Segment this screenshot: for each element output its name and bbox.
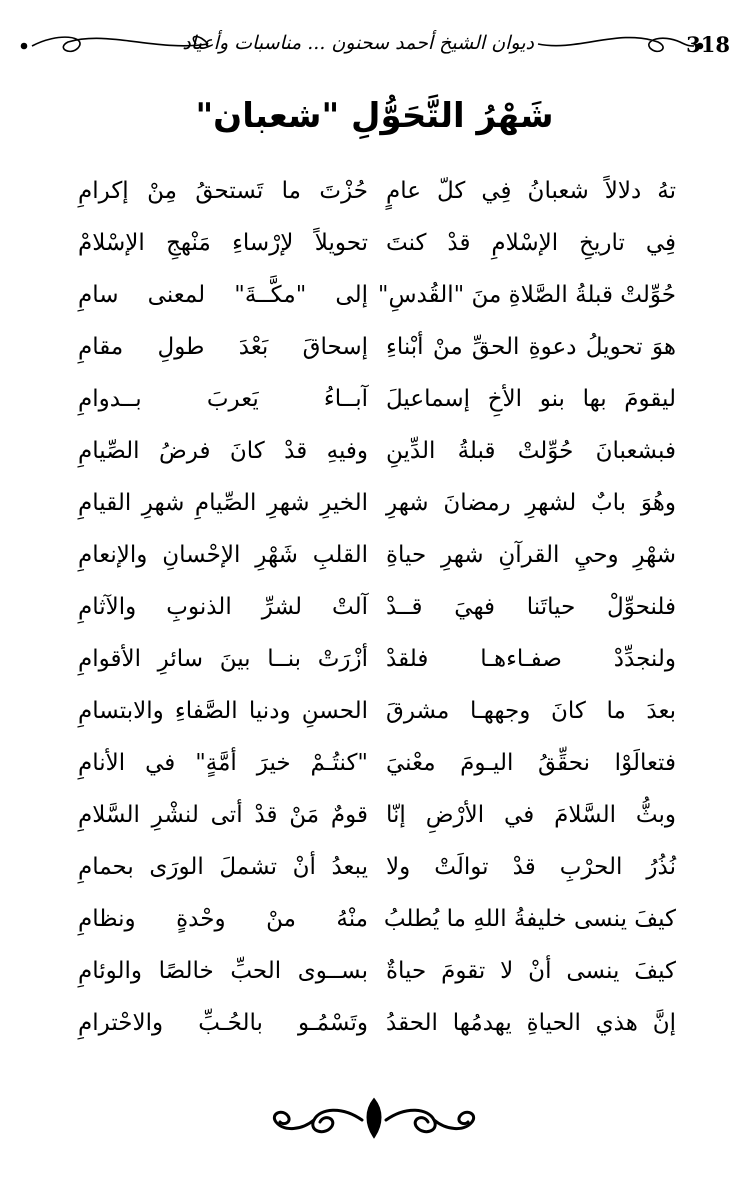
first-hemistich: نُذُرُ الحرْبِ قدْ توالَتْ ولا bbox=[386, 854, 676, 880]
second-hemistich: الخيرِ شهرِ الصِّيامِ شهرِ القيامِ bbox=[78, 490, 368, 516]
verse-5 bbox=[78, 373, 676, 425]
verse-1 bbox=[78, 165, 676, 217]
verse-14 bbox=[78, 841, 676, 893]
first-hemistich: بعدَ ما كانَ وجههـا مشرقَ bbox=[386, 698, 676, 724]
second-hemistich: أزْرَتْ بنــا بينَ سائرِ الأقوامِ bbox=[78, 646, 368, 672]
first-hemistich: فلنحوِّلْ حياتَنا فهيَ قــدْ bbox=[386, 594, 676, 620]
second-hemistich: يبعدُ أنْ تشملَ الورَى بحمامِ bbox=[78, 854, 368, 880]
verse-2 bbox=[78, 217, 676, 269]
verse-7 bbox=[78, 477, 676, 529]
second-hemistich: القلبِ شَهْرِ الإحْسانِ والإنعامِ bbox=[78, 542, 368, 568]
first-hemistich: فبشعبانَ حُوِّلتْ قبلةُ الدِّينِ bbox=[386, 438, 676, 464]
second-hemistich: وفيهِ قدْ كانَ فرضُ الصِّيامِ bbox=[78, 438, 368, 464]
first-hemistich: ليقومَ بها بنو الأخِ إسماعيلَ bbox=[386, 386, 676, 412]
first-hemistich: ولنجدِّدْ صفـاءهـا فلقدْ bbox=[386, 646, 676, 672]
verse-8 bbox=[78, 529, 676, 581]
verse-11 bbox=[78, 685, 676, 737]
verse-16 bbox=[78, 945, 676, 997]
second-hemistich: الحسنِ ودنيا الصَّفاءِ والابتسامِ bbox=[78, 698, 368, 724]
second-hemistich: آلتْ لشرِّ الذنوبِ والآثامِ bbox=[78, 594, 368, 620]
verse-13 bbox=[78, 789, 676, 841]
closing-ornament bbox=[262, 1094, 486, 1144]
second-hemistich: إسحاقَ بَعْدَ طولِ مقامِ bbox=[78, 334, 368, 360]
verse-17 bbox=[78, 997, 676, 1049]
second-hemistich: منْهُ منْ وحْدةٍ ونظامِ bbox=[78, 906, 368, 932]
page-header bbox=[18, 22, 730, 70]
page-number: 318 bbox=[686, 32, 730, 57]
second-hemistich: إلى "مكَّــةَ" لمعنى سامِ bbox=[78, 282, 368, 308]
first-hemistich: فِي تاريخِ الإسْلامِ قدْ كنتَ bbox=[386, 230, 676, 256]
verse-3 bbox=[78, 269, 676, 321]
verse-10 bbox=[78, 633, 676, 685]
verse-9 bbox=[78, 581, 676, 633]
verse-4 bbox=[78, 321, 676, 373]
running-head-title: ديوان الشيخ أحمد سحنون ... مناسبات وأعياد bbox=[182, 32, 534, 54]
second-hemistich: تحويلاً لإرْساءِ مَنْهجِ الإسْلامْ bbox=[78, 230, 368, 256]
poem-body bbox=[78, 165, 676, 1049]
second-hemistich: حُزْتَ ما تَستحقُ مِنْ إكرامِ bbox=[78, 178, 368, 204]
verse-15 bbox=[78, 893, 676, 945]
second-hemistich: آبــاءُ يَعربَ بــدوامِ bbox=[78, 386, 368, 412]
first-hemistich: تهُ دلالاً شعبانُ فِي كلّ عامٍ bbox=[386, 178, 676, 204]
first-hemistich: إنَّ هذي الحياةِ يهدمُها الحقدُ bbox=[386, 1010, 676, 1036]
second-hemistich: وتَسْمُـو بالحُـبِّ والاحْترامِ bbox=[78, 1010, 368, 1036]
second-hemistich: بســوى الحبِّ خالصًا والوئامِ bbox=[78, 958, 368, 984]
first-hemistich: وبثُّ السَّلامَ في الأرْضِ إنّا bbox=[386, 802, 676, 828]
first-hemistich: كيفَ ينسى خليفةُ اللهِ ما يُطلبُ bbox=[383, 906, 676, 932]
first-hemistich: وهُوَ بابٌ لشهرِ رمضانَ شهرِ bbox=[386, 490, 676, 516]
first-hemistich: حُوِّلتْ قبلةُ الصَّلاةِ منَ "القُدسِ" bbox=[377, 282, 676, 308]
first-hemistich: هوَ تحويلُ دعوةِ الحقِّ منْ أبْناءِ bbox=[386, 334, 676, 360]
verse-12 bbox=[78, 737, 676, 789]
first-hemistich: كيفَ ينسى أنْ لا تقومَ حياةٌ bbox=[386, 958, 676, 984]
second-hemistich: قومٌ مَنْ قدْ أتى لنشْرِ السَّلامِ bbox=[78, 802, 368, 828]
first-hemistich: شهْرِ وحيِ القرآنِ شهرِ حياةِ bbox=[386, 542, 676, 568]
verse-6 bbox=[78, 425, 676, 477]
poem-title: شَهْرُ التَّحَوُّلِ "شعبان" bbox=[195, 96, 554, 136]
first-hemistich: فتعالَوْا نحقِّقُ اليـومَ معْنيَ bbox=[386, 750, 676, 776]
second-hemistich: "كنتُـمْ خيرَ أمَّةٍ" في الأنامِ bbox=[78, 750, 368, 776]
